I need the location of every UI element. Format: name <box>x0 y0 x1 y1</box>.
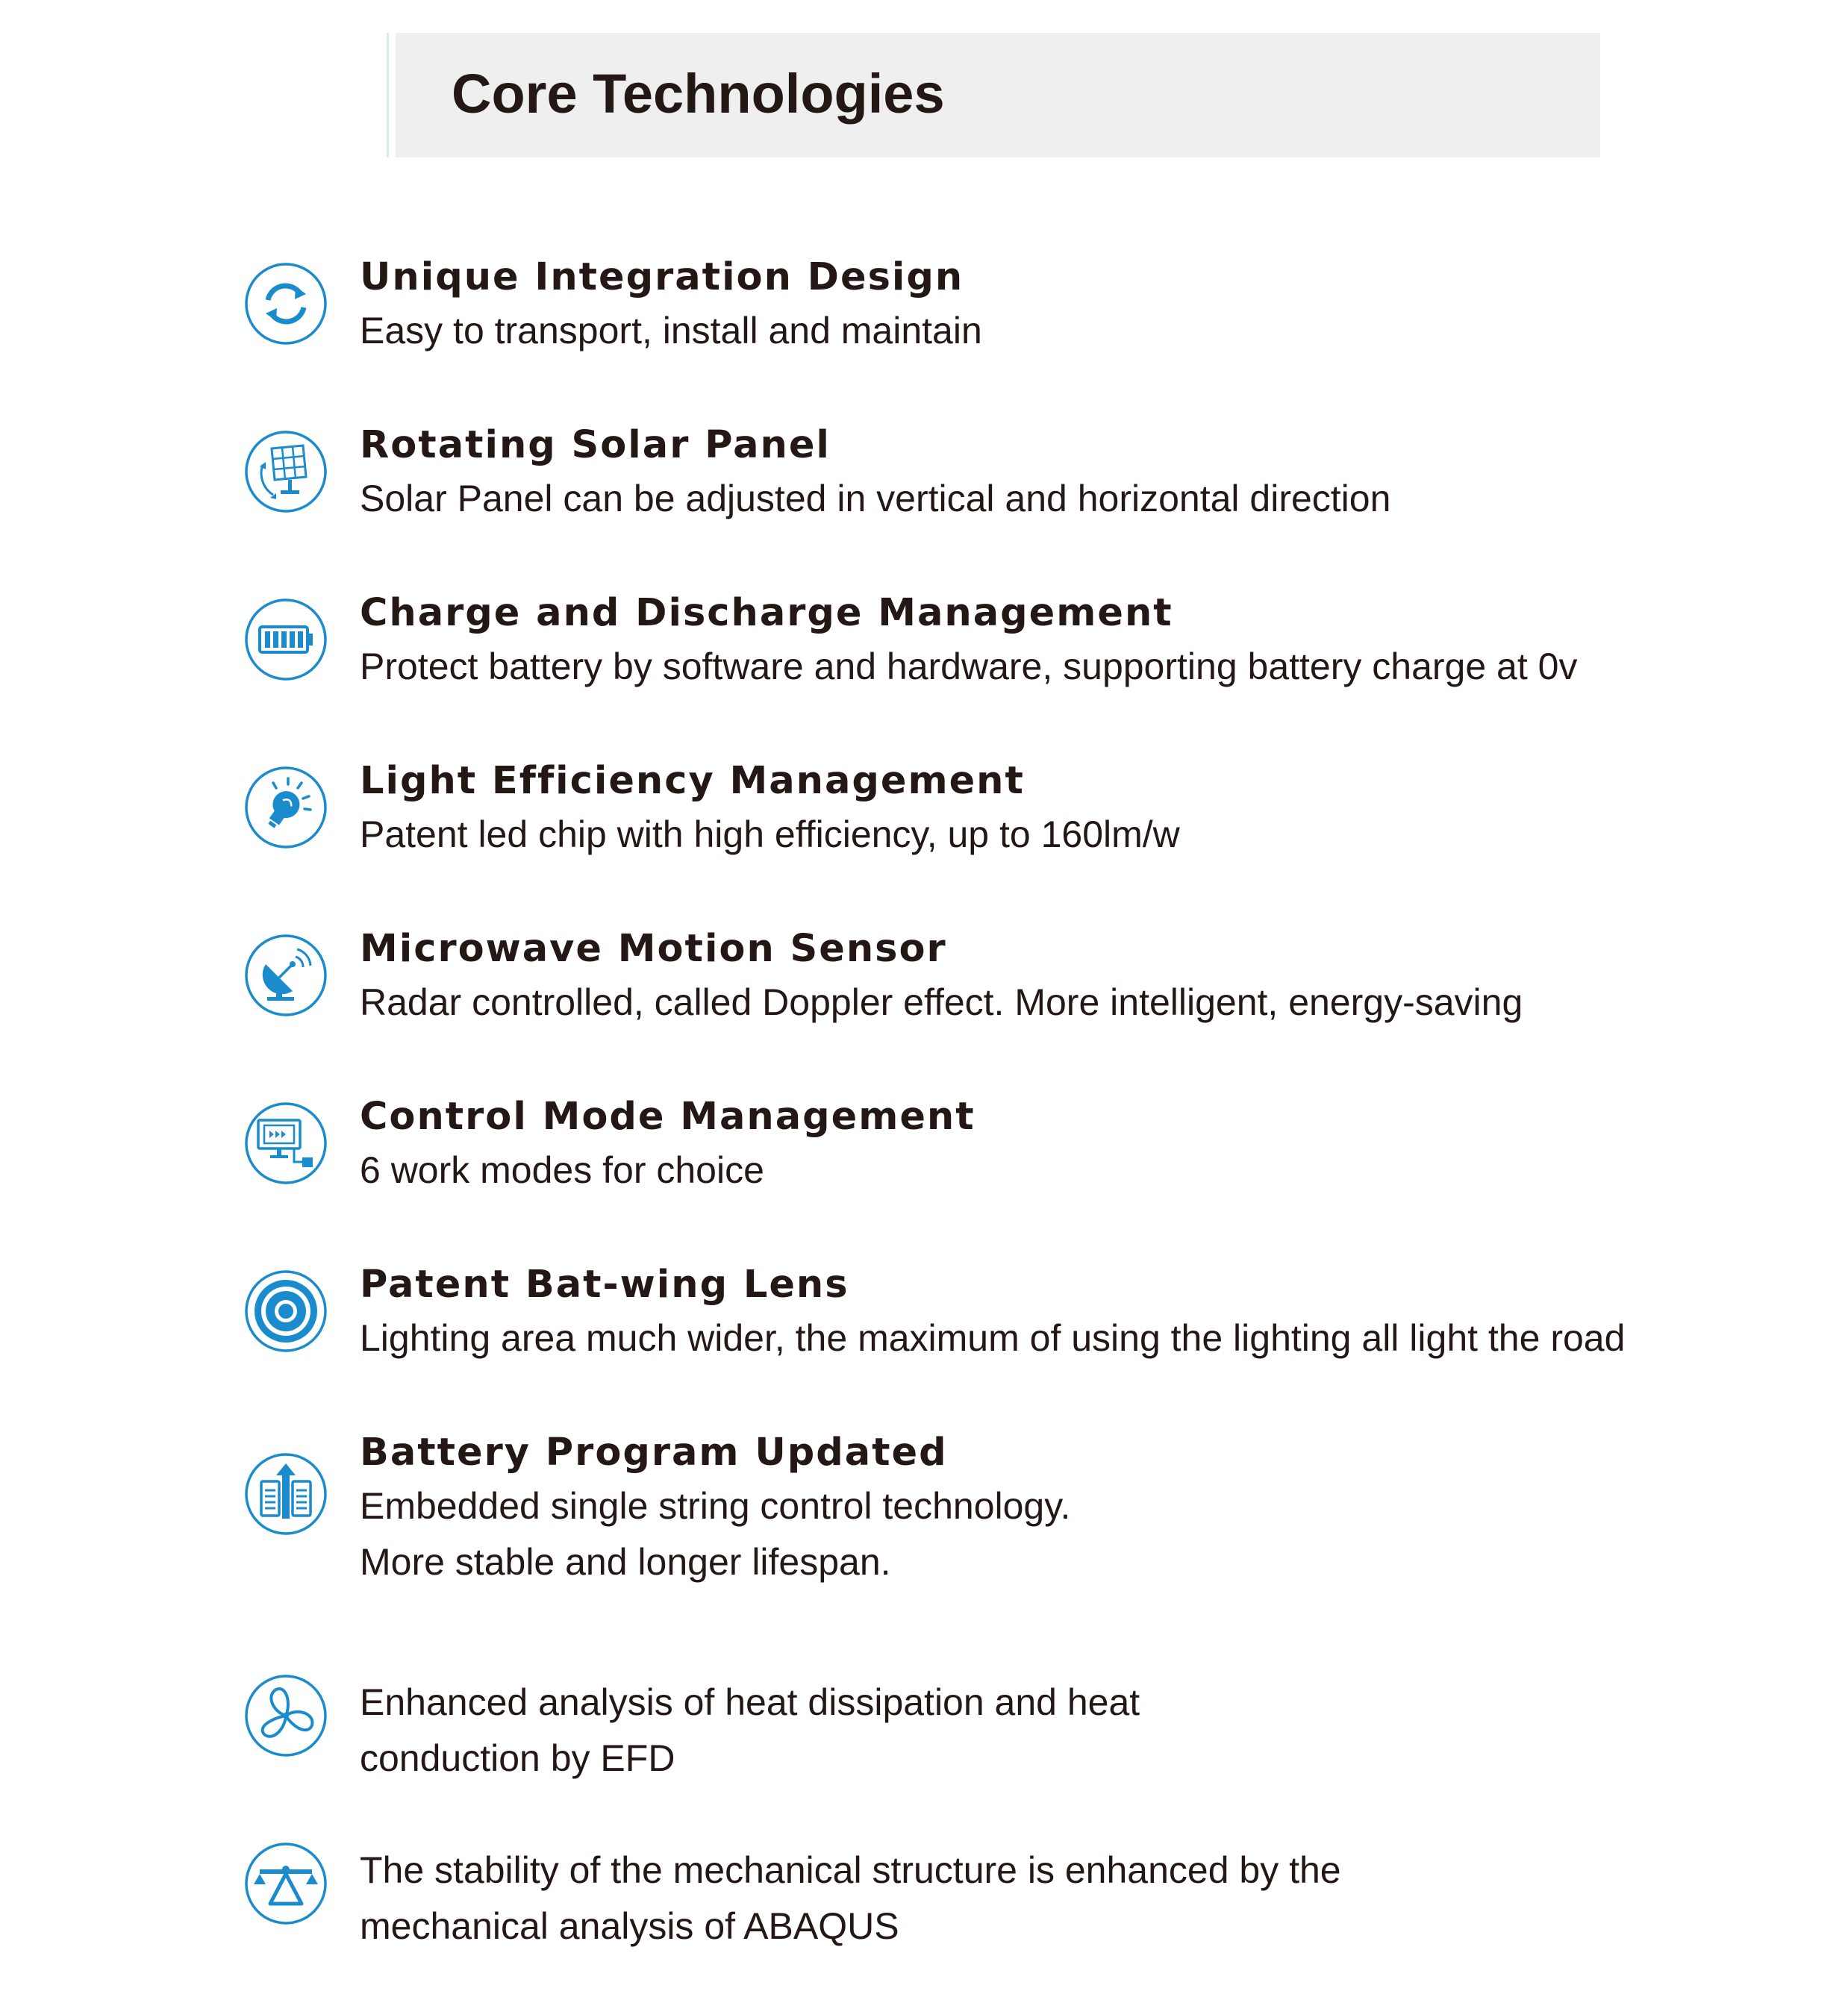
battery-upgrade-icon <box>243 1451 328 1537</box>
feature-description: Patent led chip with high efficiency, up to 160lm/w <box>360 813 1180 855</box>
feature-description: Protect battery by software and hardware, supporting battery charge at 0v <box>360 646 1578 687</box>
feature-title: Battery Program Updated <box>360 1431 948 1475</box>
monitor-control-icon <box>243 1101 328 1186</box>
feature-description: Enhanced analysis of heat dissipation and heat <box>360 1681 1140 1723</box>
feature-description: More stable and longer lifespan. <box>360 1541 891 1583</box>
feature-title: Microwave Motion Sensor <box>360 927 947 971</box>
feature-title: Unique Integration Design <box>360 255 964 299</box>
refresh-arrows-icon <box>243 261 328 346</box>
feature-description: The stability of the mechanical structure is enhanced by the <box>360 1849 1341 1891</box>
battery-icon <box>243 597 328 682</box>
solar-panel-icon <box>243 429 328 514</box>
feature-title: Rotating Solar Panel <box>360 423 831 467</box>
feature-title: Patent Bat-wing Lens <box>360 1263 849 1307</box>
feature-description: mechanical analysis of ABAQUS <box>360 1905 899 1947</box>
feature-description: Radar controlled, called Doppler effect. More intelligent, energy-saving <box>360 981 1523 1023</box>
feature-description: Easy to transport, install and maintain <box>360 310 982 351</box>
light-bulb-icon <box>243 765 328 850</box>
header-accent-line <box>387 33 389 157</box>
balance-scale-icon <box>243 1841 328 1926</box>
feature-description: 6 work modes for choice <box>360 1149 764 1191</box>
lens-icon <box>243 1269 328 1354</box>
fan-icon <box>243 1673 328 1758</box>
satellite-dish-icon <box>243 933 328 1018</box>
feature-description: Embedded single string control technology. <box>360 1485 1071 1527</box>
feature-description: Solar Panel can be adjusted in vertical and horizontal direction <box>360 478 1391 519</box>
feature-title: Light Efficiency Management <box>360 759 1025 803</box>
feature-description: conduction by EFD <box>360 1737 675 1779</box>
page-title: Core Technologies <box>452 63 945 125</box>
feature-description: Lighting area much wider, the maximum of using the lighting all light the road <box>360 1317 1626 1359</box>
feature-title: Control Mode Management <box>360 1095 975 1139</box>
feature-title: Charge and Discharge Management <box>360 591 1173 635</box>
